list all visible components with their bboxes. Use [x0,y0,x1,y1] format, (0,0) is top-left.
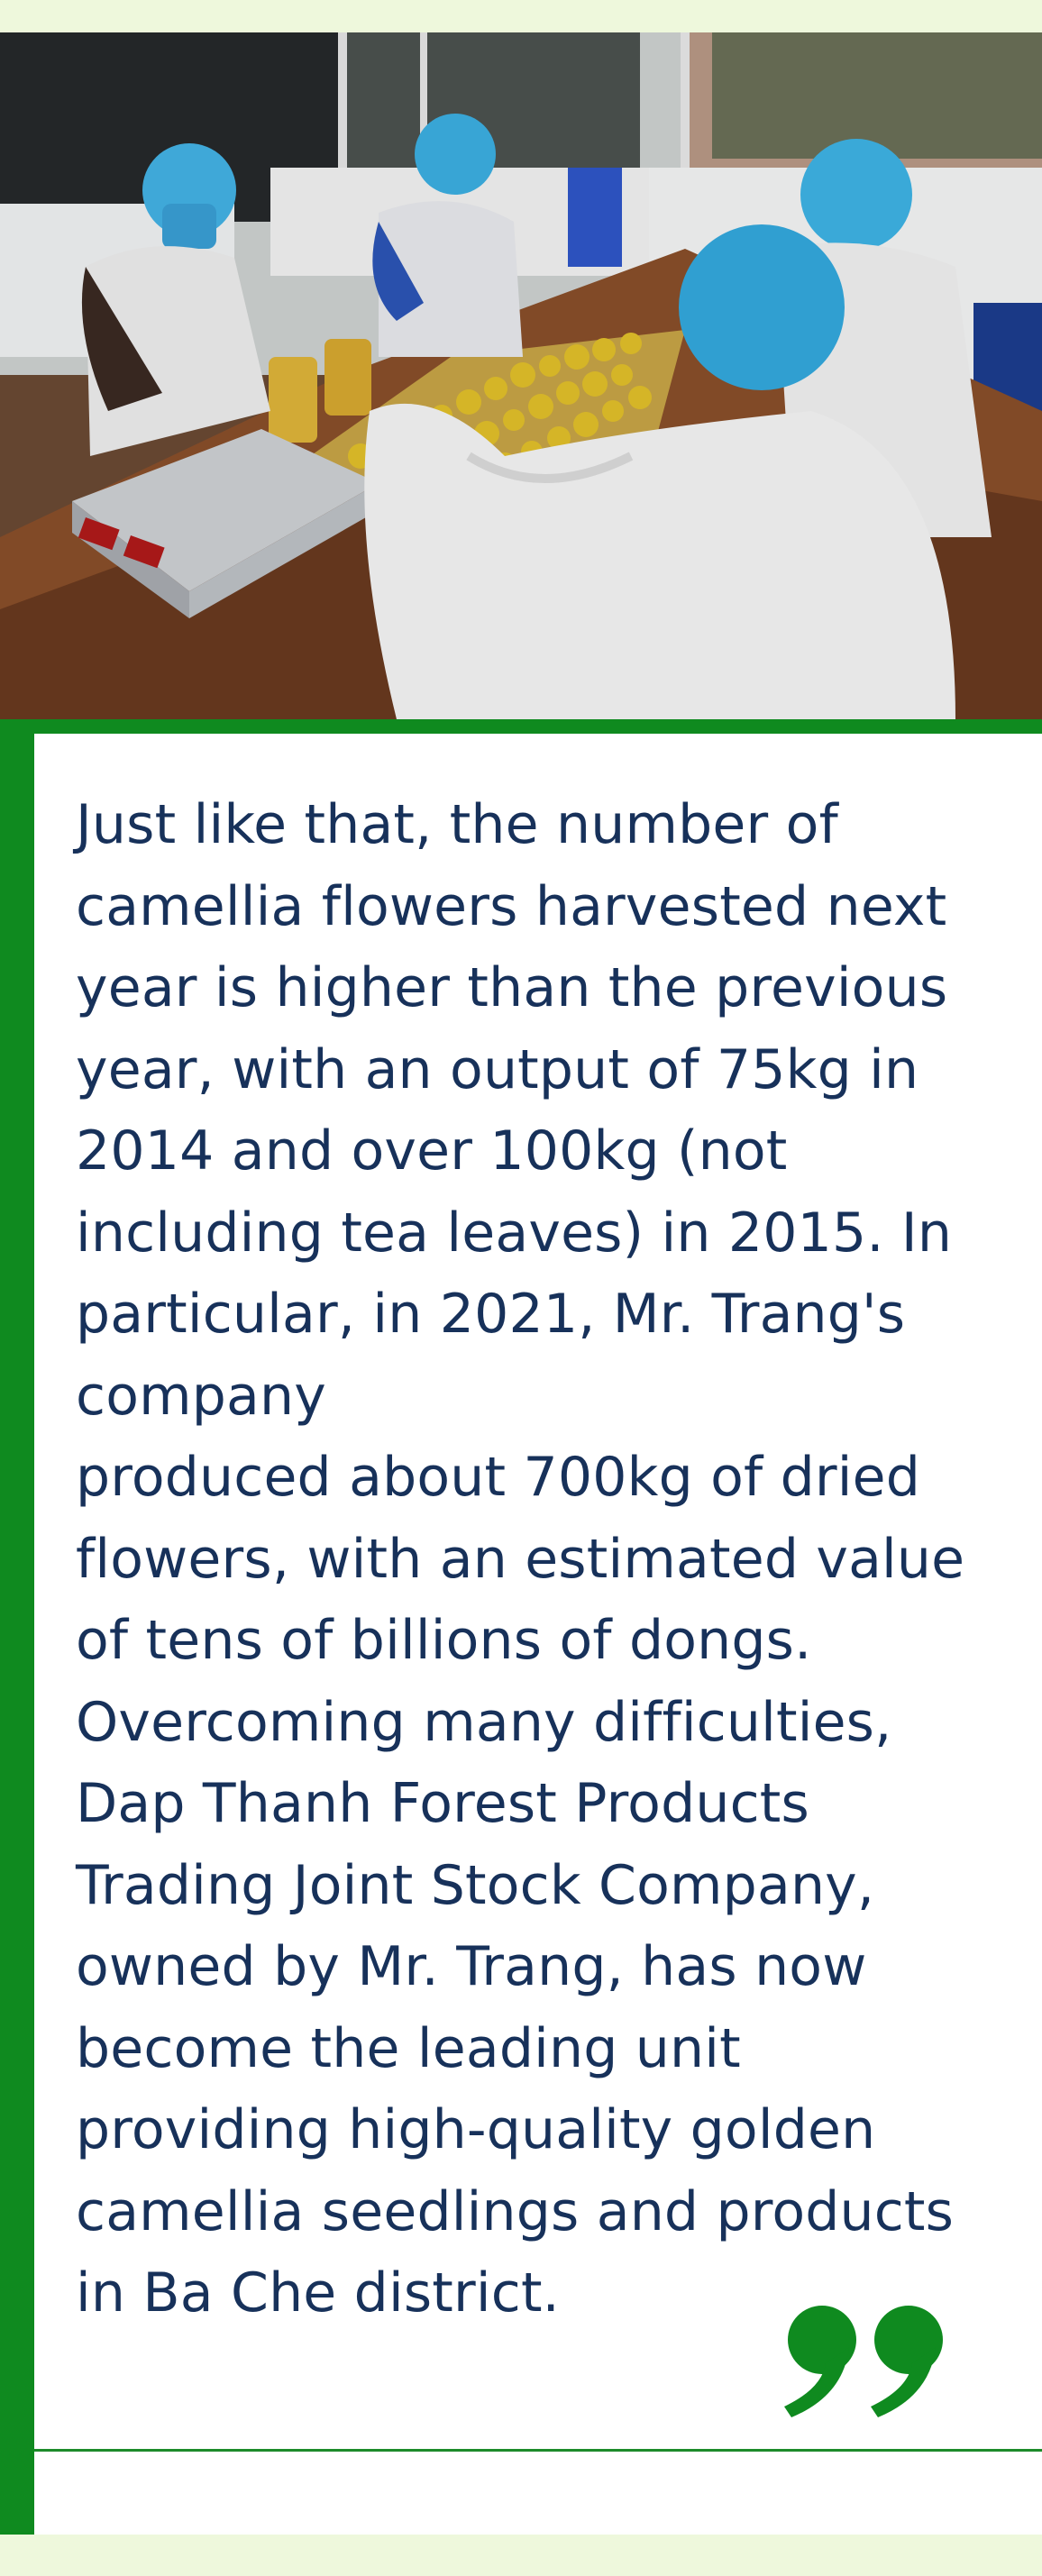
accent-bar-top [0,719,1042,734]
accent-bar-left [0,734,34,2535]
bottom-divider [34,2449,1042,2452]
hero-photo [0,32,1042,719]
workers-sorting-flowers-photo [0,32,1042,719]
quote-card [0,734,1042,2535]
quote-paragraph: Just like that, the number of camellia flowers harvested next year is higher than the previous year, with an output of 75kg in 2014 and over 100kg (not including tea leaves) in 2015. In particular, in 2021, Mr. Trang's company produced about 700kg of dried flowers, with an estimated value of tens of billions of dongs. Overcoming many difficulties, Dap Thanh Forest Products Trading Joint Stock Company, owned by Mr. Trang, has now become the leading unit providing high-quality golden camellia seedlings and products in Ba Che district. [76,793,965,2325]
closing-quote-icon [775,2302,955,2419]
